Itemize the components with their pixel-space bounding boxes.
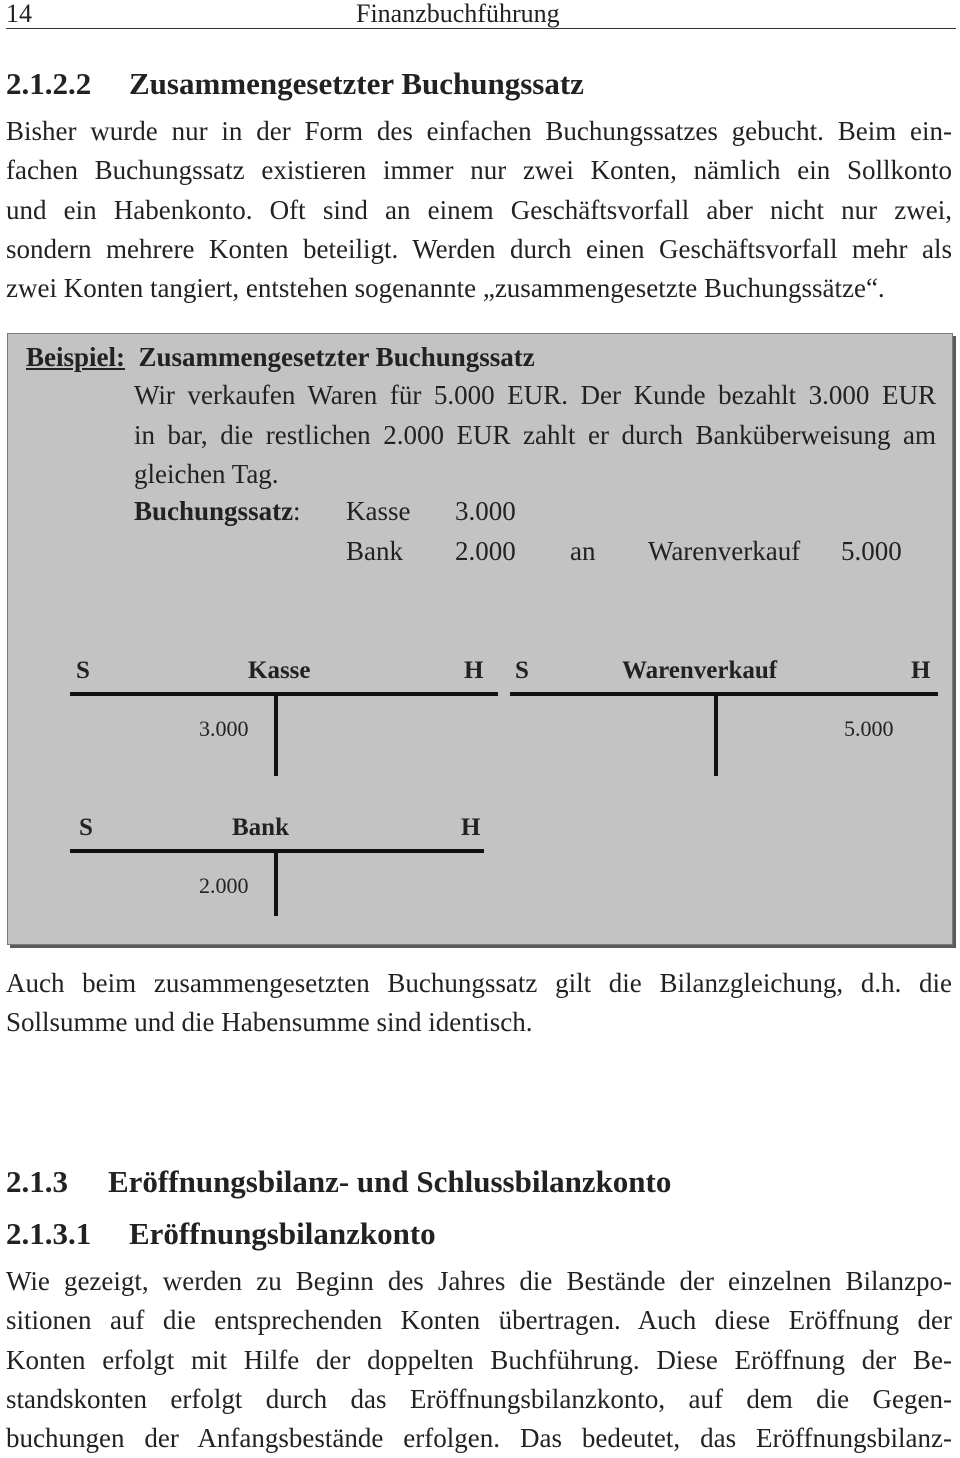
booking-debit-1-account: Kasse — [346, 496, 411, 526]
t-account-haben-label: H — [464, 657, 484, 684]
section-heading-2131 — [6, 1214, 436, 1254]
t-account-haben-label: H — [911, 657, 931, 684]
paragraph-opening-balance — [6, 1262, 952, 1458]
t-account-vertical-line — [274, 694, 278, 776]
booking-label-colon: : — [293, 496, 301, 526]
paragraph-line: buchungen der Anfangsbestände erfolgen. Das bedeutet, das Eröffnungsbilanz- — [6, 1423, 952, 1454]
t-account-vertical-line — [274, 851, 278, 916]
booking-label-text: Buchungssatz — [134, 496, 294, 526]
booking-debit-1-amount: 3.000 — [455, 496, 516, 526]
example-line: Wir verkaufen Waren für 5.000 EUR. Der Kunde bezahlt 3.000 EUR — [134, 380, 936, 410]
paragraph-line: sitionen auf die entsprechenden Konten übertragen. Auch diese Eröffnung der — [6, 1305, 952, 1336]
paragraph-line: Auch beim zusammengesetzten Buchungssatz gilt die Bilanzgleichung, d.h. die — [6, 968, 952, 998]
example-title — [26, 340, 535, 374]
section-title: Zusammengesetzter Buchungssatz — [129, 66, 584, 101]
booking-connector: an — [570, 536, 596, 566]
section-title: Eröffnungsbilanz- und Schlussbilanzkonto — [108, 1164, 672, 1199]
page-number: 14 — [6, 0, 32, 28]
paragraph-line: Konten erfolgt mit Hilfe der doppelten Buchführung. Diese Eröffnung der Be- — [6, 1344, 952, 1375]
running-title: Finanzbuchführung — [356, 0, 560, 28]
example-text — [134, 376, 936, 495]
t-account-haben-label: H — [461, 814, 481, 841]
t-account-horizontal-line — [70, 692, 498, 696]
t-account-soll-label: S — [515, 657, 529, 684]
booking-label — [134, 494, 301, 528]
example-box — [7, 333, 953, 945]
t-account-horizontal-line — [510, 692, 938, 696]
example-line: in bar, die restlichen 2.000 EUR zahlt er durch Banküberweisung am — [134, 419, 936, 450]
booking-debit-2-amount: 2.000 — [455, 536, 516, 566]
paragraph-line: Bisher wurde nur in der Form des einfachen Buchungssatzes gebucht. Beim ein- — [6, 116, 952, 146]
t-account-debit-value: 3.000 — [199, 716, 249, 741]
paragraph-line: Wie gezeigt, werden zu Beginn des Jahres die Bestände der einzelnen Bilanzpo- — [6, 1266, 952, 1296]
booking-debit-2-account: Bank — [346, 536, 403, 566]
t-account-name: Warenverkauf — [622, 657, 778, 684]
booking-credit-account: Warenverkauf — [648, 536, 801, 566]
section-title: Eröffnungsbilanzkonto — [129, 1216, 436, 1251]
t-account-debit-value: 2.000 — [199, 873, 249, 898]
t-account-credit-value: 5.000 — [844, 716, 894, 741]
section-number: 2.1.3 — [6, 1164, 68, 1199]
section-heading-213 — [6, 1162, 671, 1202]
t-account-vertical-line — [714, 694, 718, 776]
example-label: Beispiel: — [26, 342, 125, 372]
paragraph-line: zwei Konten tangiert, entstehen sogenannte „zusammengesetzte Buchungssätze“. — [6, 273, 885, 304]
paragraph-line: Sollsumme und die Habensumme sind identisch. — [6, 1007, 533, 1038]
booking-credit-amount: 5.000 — [841, 536, 902, 566]
example-line: gleichen Tag. — [134, 459, 279, 489]
t-account-name: Kasse — [248, 657, 311, 684]
t-account-soll-label: S — [76, 657, 90, 684]
section-number: 2.1.3.1 — [6, 1216, 92, 1251]
example-heading: Zusammengesetzter Buchungssatz — [138, 342, 535, 372]
paragraph-line: sondern mehrere Konten beteiligt. Werden durch einen Geschäftsvorfall mehr als — [6, 233, 952, 264]
t-account-soll-label: S — [79, 814, 93, 841]
t-account-name: Bank — [232, 814, 289, 841]
section-number: 2.1.2.2 — [6, 66, 92, 101]
paragraph-intro — [6, 112, 952, 308]
page-header — [6, 0, 956, 29]
paragraph-line: fachen Buchungssatz existieren immer nur zwei Konten, nämlich ein Sollkonto — [6, 155, 952, 186]
paragraph-balance-equation — [6, 964, 952, 1043]
section-heading-2122 — [6, 64, 584, 104]
paragraph-line: standskonten erfolgt durch das Eröffnungsbilanzkonto, auf dem die Gegen- — [6, 1383, 952, 1414]
paragraph-line: und ein Habenkonto. Oft sind an einem Geschäftsvorfall aber nicht nur zwei, — [6, 194, 952, 225]
